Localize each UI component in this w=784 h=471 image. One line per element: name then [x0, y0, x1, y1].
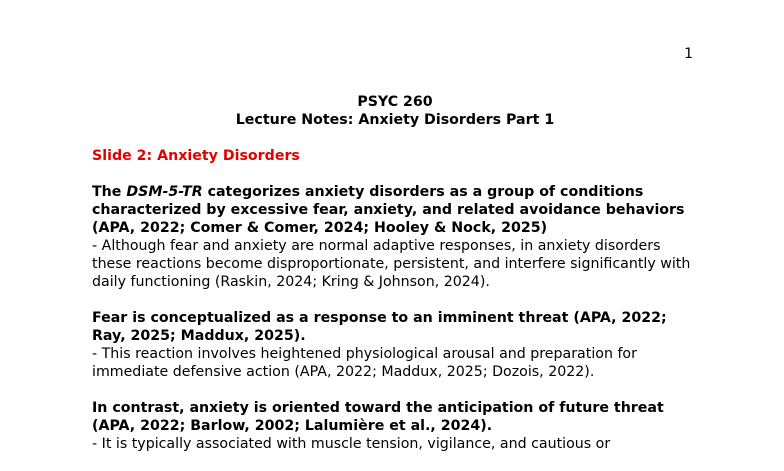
paragraph-anxiety — [92, 399, 698, 453]
dsm-title: DSM-5-TR — [126, 184, 203, 200]
paragraph-lead: In contrast, anxiety is oriented toward the anticipation of future threat (APA, 2022; Barlow, 2002; Lalumière et al., 2024). — [92, 400, 664, 434]
paragraph-lead — [92, 183, 698, 237]
lead-prefix: The — [92, 184, 127, 200]
lead-suffix: categorizes anxiety disorders as a group of conditions characterized by excessive fear, anxiety, and related avoidance behaviors (APA, 2022; Comer & Comer, 2024; Hooley & Nock, 2025) — [92, 184, 685, 236]
paragraph-detail: - This reaction involves heightened physiological arousal and preparation for immediate defensive action (APA, 2022; Maddux, 2025; Dozois, 2022). — [92, 346, 637, 380]
paragraph-dsm-definition — [92, 183, 698, 291]
document-body — [92, 93, 698, 471]
lecture-subtitle: Lecture Notes: Anxiety Disorders Part 1 — [235, 112, 555, 128]
paragraph-detail: - Although fear and anxiety are normal adaptive responses, in anxiety disorders these reactions become disproportionate, persistent, and interfere significantly with daily functioning (Raskin, 2024; Kring & Johnson, 2024). — [92, 238, 691, 290]
course-title: PSYC 260 — [357, 94, 433, 110]
page-number: 1 — [684, 46, 693, 62]
paragraph-detail: - It is typically associated with muscle tension, vigilance, and cautious or — [92, 436, 611, 452]
slide-heading: Slide 2: Anxiety Disorders — [92, 148, 300, 164]
paragraph-lead: Fear is conceptualized as a response to an imminent threat (APA, 2022; Ray, 2025; Maddux, 2025). — [92, 310, 667, 344]
paragraph-fear — [92, 309, 698, 381]
document-title — [92, 93, 698, 129]
